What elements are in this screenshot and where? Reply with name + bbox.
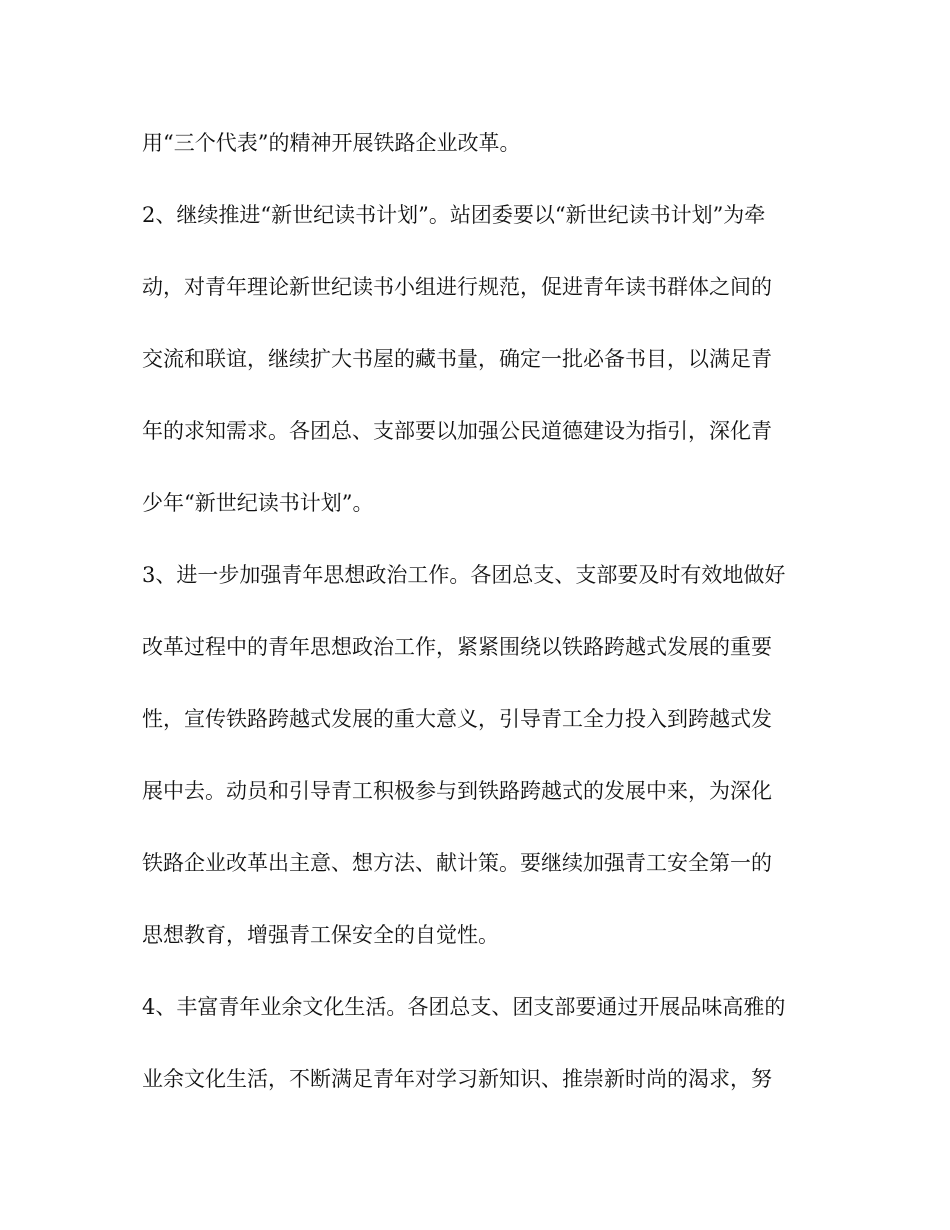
text-line: 用“三个代表”的精神开展铁路企业改革。: [142, 131, 521, 155]
text-line: 思想教育，增强青工保安全的自觉性。: [142, 923, 499, 947]
text-line: 交流和联谊，继续扩大书屋的藏书量，确定一批必备书目，以满足青: [142, 347, 772, 371]
text-line: 改革过程中的青年思想政治工作，紧紧围绕以铁路跨越式发展的重要: [142, 635, 772, 659]
text-line: 铁路企业改革出主意、想方法、献计策。要继续加强青工安全第一的: [142, 851, 772, 875]
document-body: [142, 124, 822, 1132]
text-line: 少年“新世纪读书计划”。: [142, 491, 374, 515]
text-line: 动，对青年理论新世纪读书小组进行规范，促进青年读书群体之间的: [142, 275, 772, 299]
text-line: 年的求知需求。各团总、支部要以加强公民道德建设为指引，深化青: [142, 419, 772, 443]
text-line: 性，宣传铁路跨越式发展的重大意义，引导青工全力投入到跨越式发: [142, 707, 772, 731]
text-line: 展中去。动员和引导青工积极参与到铁路跨越式的发展中来，为深化: [142, 779, 772, 803]
text-line: 业余文化生活，不断满足青年对学习新知识、推崇新时尚的渴求，努: [142, 1067, 772, 1091]
text-line: 2、继续推进“新世纪读书计划”。站团委要以“新世纪读书计划”为牵: [142, 203, 766, 227]
text-line: 4、丰富青年业余文化生活。各团总支、团支部要通过开展品味高雅的: [142, 995, 786, 1019]
text-line: 3、进一步加强青年思想政治工作。各团总支、支部要及时有效地做好: [142, 563, 786, 587]
